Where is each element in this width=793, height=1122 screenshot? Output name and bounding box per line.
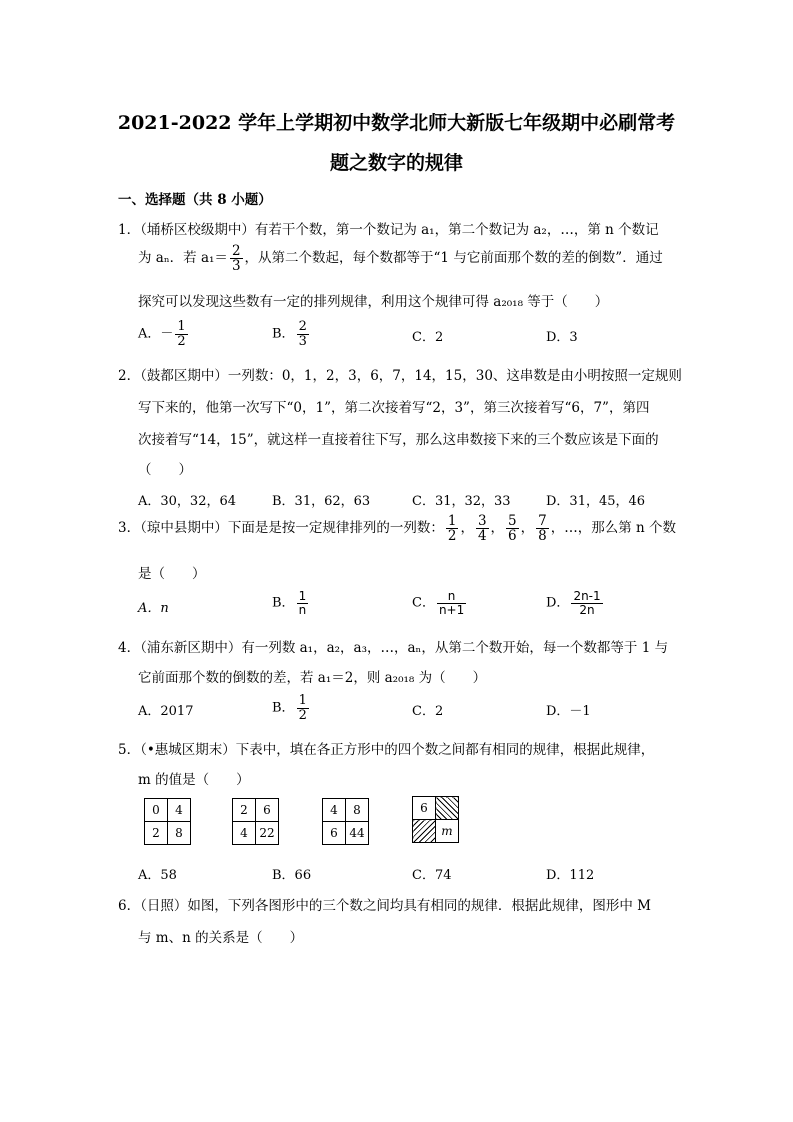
q4-option-b-label: B． <box>272 700 295 716</box>
q2-line-1: 2．（鼓都区期中）一列数：0，1，2，3，6，7，14，15，30、这串数是由小明按照一定规则 <box>118 368 682 384</box>
q5-line-1: 5．（•惠城区期末）下表中，填在各正方形中的四个数之间都有相同的规律，根据此规律， <box>118 742 655 758</box>
q3-d-den: 2n <box>579 602 595 617</box>
grid-cell: 6 <box>413 797 436 820</box>
title-line-2: 题之数字的规律 <box>329 152 463 174</box>
grid-cell: 22 <box>256 822 279 845</box>
q2-option-c: C．31，32，33 <box>412 494 511 509</box>
section-heading: 一、选择题（共 8 小题） <box>118 192 272 208</box>
q1-a-num: 1 <box>177 319 186 334</box>
q3-b-den: n <box>298 602 307 617</box>
grid-cell: 8 <box>346 799 369 822</box>
q1-line-2a: 为 aₙ．若 a₁＝ <box>138 250 228 267</box>
grid-cell: 6 <box>256 799 279 822</box>
q3-f1-den: 2 <box>447 528 457 545</box>
hatched-cell <box>436 797 459 820</box>
grid-cell: 4 <box>168 799 191 822</box>
q5-option-c: C．74 <box>412 868 452 883</box>
q3-c-num: n <box>437 590 466 604</box>
grid-cell: 8 <box>168 822 191 845</box>
grid-cell-m: m <box>436 820 459 843</box>
grid-cell: 4 <box>323 799 346 822</box>
q4-line-1: 4．（浦东新区期中）有一列数 a₁，a₂，a₃，…，aₙ，从第二个数开始，每一个数都等于 1 与 <box>118 640 669 656</box>
q3-option-d <box>546 590 605 616</box>
q4-option-b <box>272 694 311 722</box>
q5-option-a: A．58 <box>138 868 177 883</box>
q1-line-2b: ，从第二个数起，每个数都等于“1 与它前面那个数的差的倒数”．通过 <box>244 250 663 267</box>
q4-option-a: A．2017 <box>138 704 194 719</box>
q1-option-b <box>272 320 311 348</box>
q4-option-c: C．2 <box>412 704 444 719</box>
q1-a-den: 2 <box>177 333 186 349</box>
q3-option-c-label: C． <box>412 595 435 611</box>
q3-option-b-label: B． <box>272 595 295 611</box>
q6-line-2: 与 m、n 的关系是（ ） <box>138 930 304 946</box>
q1-b-den: 3 <box>298 333 307 349</box>
grid-cell: 0 <box>145 799 168 822</box>
q1-option-a-label: A．－ <box>138 326 174 342</box>
q3-f3-num: 5 <box>508 513 517 529</box>
q2-line-4: （ ） <box>138 462 192 478</box>
grid-cell: 2 <box>233 799 256 822</box>
q6-line-1: 6．（日照）如图，下列各图形中的三个数之间均具有相同的规律．根据此规律，图形中 M <box>118 898 651 914</box>
q3-f4-num: 7 <box>538 513 547 529</box>
q1-option-a <box>138 320 190 348</box>
q2-line-2: 写下来的，他第一次写下“0，1”，第二次接着写“2，3”，第三次接着写“6，7”，第四 <box>138 400 650 416</box>
q4-b-num: 1 <box>298 693 307 708</box>
q2-line-3: 次接着写“14，15”，就这样一直接着往下写，那么这串数接下来的三个数应该是下面的 <box>138 432 659 448</box>
q5-grid-4 <box>412 796 459 843</box>
q3-option-a: A．n <box>138 601 169 616</box>
q3-f1-num: 1 <box>447 513 457 529</box>
hatched-cell <box>413 820 436 843</box>
grid-cell: 4 <box>233 822 256 845</box>
q1-b-num: 2 <box>298 319 307 334</box>
q3-f4-den: 8 <box>538 528 547 545</box>
q1-fraction-den: 3 <box>231 258 241 275</box>
q3-d-num: 2n-1 <box>573 589 601 603</box>
q3-b-num: 1 <box>298 589 307 603</box>
q5-grid-2 <box>232 798 279 845</box>
q1-line-3: 探究可以发现这些数有一定的排列规律，利用这个规律可得 a₂₀₁₈ 等于（ ） <box>138 294 609 310</box>
q4-option-d: D．－1 <box>546 704 591 719</box>
q1-fraction-num: 2 <box>231 243 241 259</box>
q3-f3-den: 6 <box>508 528 517 545</box>
grid-cell: 6 <box>323 822 346 845</box>
title-line-1: 2021-2022 学年上学期初中数学北师大新版七年级期中必刷常考 <box>117 112 676 134</box>
q3-option-b <box>272 590 310 616</box>
q3-option-c <box>412 590 468 616</box>
q3-line-1: 3．（琼中县期中）下面是是按一定规律排列的一列数： $\frac{1}{2}$ ， $\frac{3}{4}$ ， $\frac{5}{6}$ ， $\frac{7}{8}$ ，…，那么第 n 个数 <box>118 513 676 545</box>
grid-cell: 44 <box>346 822 369 845</box>
q5-option-b: B．66 <box>272 868 312 883</box>
q1-fraction <box>230 244 243 273</box>
q5-line-2: m 的值是（ ） <box>138 772 250 788</box>
q3-f2-num: 3 <box>477 513 487 529</box>
q3-f2-den: 4 <box>477 528 487 545</box>
q5-option-d: D．112 <box>546 868 595 883</box>
q4-b-den: 2 <box>298 707 307 723</box>
q2-option-a: A．30，32，64 <box>138 494 237 509</box>
q1-line-1: 1．（埇桥区校级期中）有若干个数，第一个数记为 a₁，第二个数记为 a₂，…，第 n 个数记 <box>118 222 659 238</box>
q1-option-d: D．3 <box>546 330 578 345</box>
q1-option-b-label: B． <box>272 326 295 342</box>
q3-line-1a: 3．（琼中县期中）下面是是按一定规律排列的一列数： <box>118 520 444 537</box>
q3-option-d-label: D． <box>546 595 570 611</box>
q2-option-d: D．31，45，46 <box>546 494 646 509</box>
q1-line-2 <box>138 244 663 273</box>
q5-grid-1 <box>144 798 191 845</box>
q2-option-b: B．31，62，63 <box>272 494 371 509</box>
q3-c-den: n+1 <box>438 602 465 617</box>
q1-option-c: C．2 <box>412 330 444 345</box>
q5-grid-3 <box>322 798 369 845</box>
q3-line-2: 是（ ） <box>138 566 206 582</box>
q4-line-2: 它前面那个数的倒数的差，若 a₁＝2，则 a₂₀₁₈ 为（ ） <box>138 670 487 686</box>
q3-line-1b: ，…，那么第 n 个数 <box>550 520 676 537</box>
grid-cell: 2 <box>145 822 168 845</box>
